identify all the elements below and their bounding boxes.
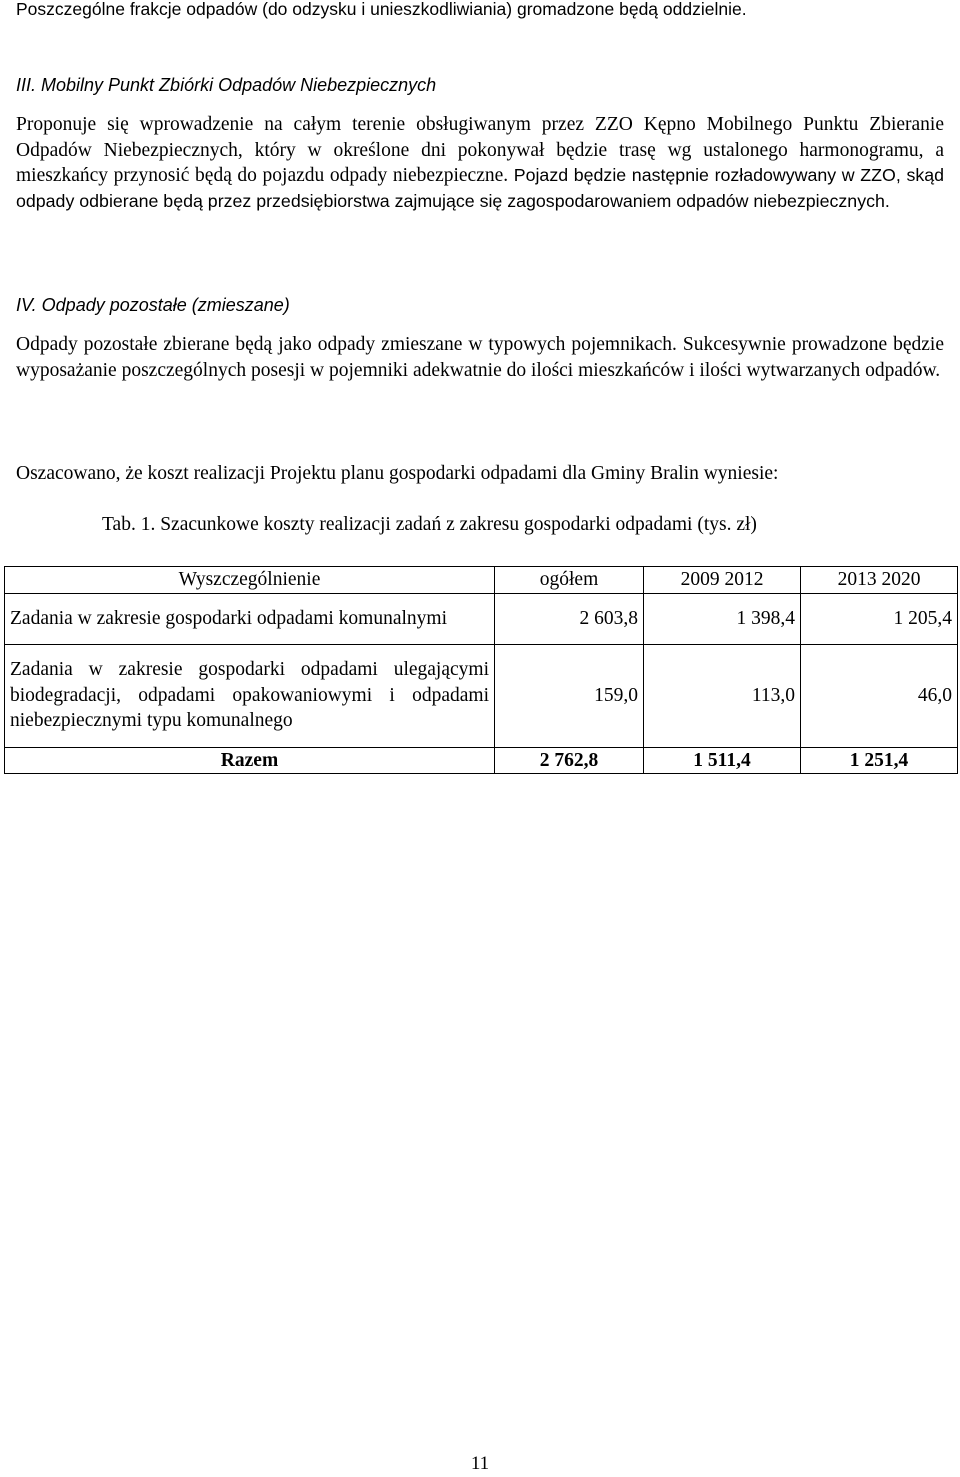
row-period-1: 113,0 [644, 644, 801, 747]
estimate-text: Oszacowano, że koszt realizacji Projektu planu gospodarki odpadami dla Gminy Bralin wyniesie: [16, 463, 779, 484]
table-total-row [5, 747, 958, 774]
header-cell: 2013 2020 [801, 567, 958, 594]
header-cell: 2009 2012 [644, 567, 801, 594]
table-caption: Tab. 1. Szacunkowe koszty realizacji zadań z zakresu gospodarki odpadami (tys. zł) [102, 514, 757, 535]
row-period-2: 1 205,4 [801, 593, 958, 644]
section-3-paragraph [16, 112, 944, 214]
row-label: Zadania w zakresie gospodarki odpadami komunalnymi [5, 593, 495, 644]
section-3-heading: III. Mobilny Punkt Zbiórki Odpadów Niebezpiecznych [16, 75, 437, 95]
header-cell: Wyszczególnienie [5, 567, 495, 594]
page-number: 11 [470, 1453, 490, 1474]
row-period-1: 1 398,4 [644, 593, 801, 644]
total-period-1: 1 511,4 [644, 747, 801, 774]
table-header-row [5, 567, 958, 594]
row-total: 159,0 [495, 644, 644, 747]
table-row [5, 593, 958, 644]
table-row [5, 644, 958, 747]
row-period-2: 46,0 [801, 644, 958, 747]
total-sum: 2 762,8 [495, 747, 644, 774]
section-3-text-part1: Proponuje się wprowadzenie na całym terenie obsługiwanym przez ZZO Kępno Mobilnego Punktu Zbieranie Odpadów Niebezpiecznych, który w określone dni pokonywał będzie trasę wg ustalonego harmonogramu, a mieszkańcy przynosić będą do pojazdu odpady niebezpieczne. [16, 114, 944, 186]
section-4-heading: IV. Odpady pozostałe (zmieszane) [16, 295, 290, 315]
row-total: 2 603,8 [495, 593, 644, 644]
total-period-2: 1 251,4 [801, 747, 958, 774]
section-4-paragraph: Odpady pozostałe zbierane będą jako odpady zmieszane w typowych pojemnikach. Sukcesywnie prowadzone będzie wyposażanie poszczególnych posesji w pojemniki adekwatnie do ilości mieszkańców i ilości wytwarzanych odpadów. [16, 334, 944, 381]
cost-table [4, 566, 958, 774]
section-3-text-part2: Pojazd będzie następnie rozładowywany w ZZO, skąd odpady odbierane będą przez przedsiębiorstwa zajmujące się zagospodarowaniem odpadów niebezpiecznych. [16, 165, 945, 211]
row-label: Zadania w zakresie gospodarki odpadami ulegającymi biodegradacji, odpadami opakowaniowymi i odpadami niebezpiecznymi typu komunalnego [5, 644, 495, 747]
intro-line: Poszczególne frakcje odpadów (do odzysku i unieszkodliwiania) gromadzone będą oddzielnie. [16, 0, 747, 19]
total-label: Razem [5, 747, 495, 774]
header-cell: ogółem [495, 567, 644, 594]
